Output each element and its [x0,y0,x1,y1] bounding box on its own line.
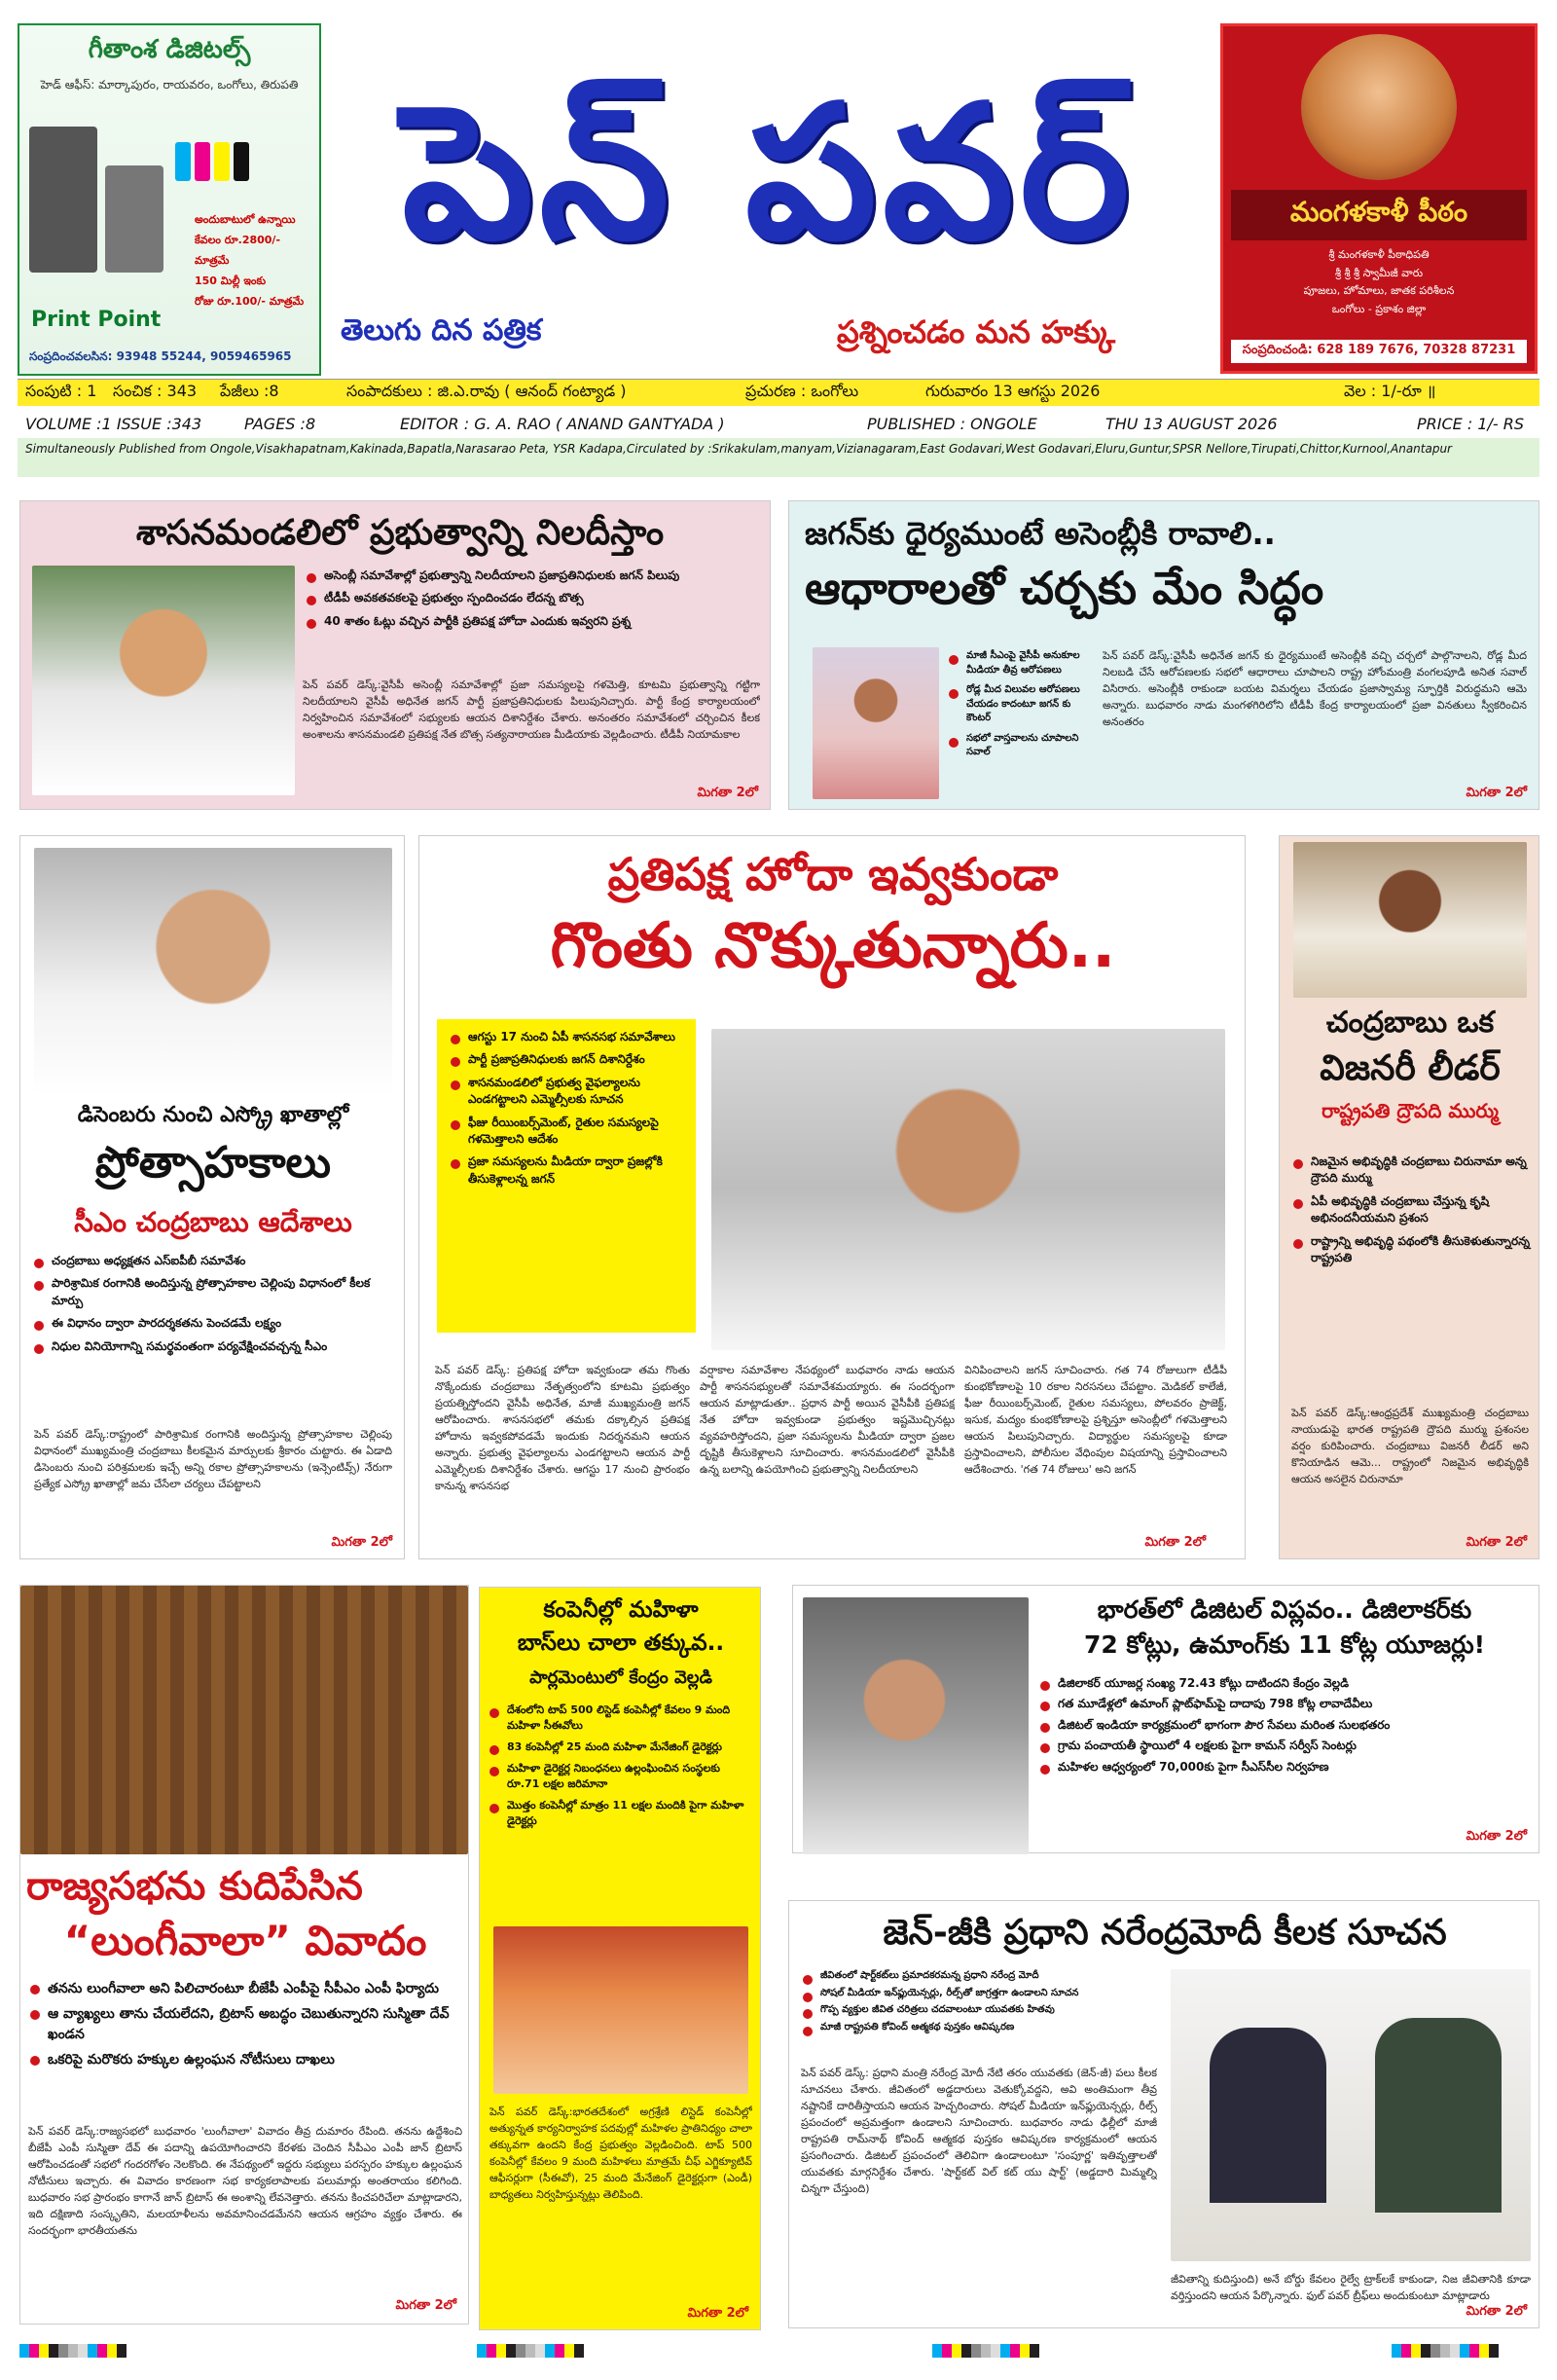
story-body: పెన్ పవర్ డెస్క్:వైసీపీ అసెంబ్లీ సమావేశాల్లో ప్రజా సమస్యలపై గళమెత్తి, కూటమి ప్రభుత్వాన్ని గట్టిగా నిలదీయాలని వైసీపీ అధినేత జగన్ పార్టీ ప్రజాప్రతినిధులకు పిలుపునిచ్చారు. పార్టీ కేంద్ర కార్యాలయంలో నిర్వహించిన సమావేశంలో సభ్యులకు ఆయన దిశానిర్దేశం చేశారు. అనంతరం సమావేశంలో చర్చించిన కీలక అంశాలను శాసనమండలి ప్రతిపక్ష నేత బొత్స సత్యనారాయణ మీడియాకు వెల్లడించారు. టీడీపీ నియామకాల [303,678,760,742]
registration-swatch [58,2344,68,2358]
continued-link[interactable]: మిగతా 2లో [687,2306,748,2321]
story-lungiwala-row [19,1585,469,2325]
bullet-item: గత మూడేళ్లలో ఉమాంగ్ ప్లాట్‌ఫామ్‌పై దాదాపు 798 కోట్ల లావాదేవీలు [1036,1696,1535,1712]
registration-swatch [49,2344,58,2358]
bullet-item: ఆ వ్యాఖ్యలు తాను చేయలేదని, బ్రిటాస్ అబద్ధం చెబుతున్నారని సుస్మితా దేవ్ ఖండన [26,2004,464,2044]
story-legislative-council [19,500,771,810]
bullet-list [799,1969,1159,2037]
ink-bottles-image [175,142,249,181]
bullet-item: అసెంబ్లీ సమావేశాల్లో ప్రభుత్వాన్ని నిలదీయాలని ప్రజాప్రతినిధులకు జగన్ పిలుపు [303,568,760,584]
ad-right-line: పూజలు, హోమాలు, జాతక పరిశీలన [1303,284,1455,298]
registration-swatch [564,2344,574,2358]
registration-swatch [506,2344,516,2358]
bullet-item: తనను లుంగీవాలా అని పిలిచారంటూ బీజేపీ ఎంపీపై సీపీఎం ఎంపీ ఫిర్యాదు [26,1979,464,1998]
ad-right-title: మంగళకాళీ పీఠం [1231,190,1527,240]
story-body-col2: వర్షాకాల సమావేశాల నేపథ్యంలో బుధవారం నాడు ఆయన పార్టీ శాసనసభ్యులతో సమావేశమయ్యారు. ఈ సందర్భంగా ఆయన మాట్లాడుతూ.. ప్రధాన పార్టీ అయిన వైసీపీకి ప్రతిపక్ష నేత హోదా ఇవ్వకుండా ప్రభుత్వం ఇష్టమొచ్చినట్లు వ్యవహరిస్తోందని, ప్రజా సమస్యలను మీడియా ద్వారా ప్రజల దృష్టికి తీసుకెళ్లాలని సూచించారు. శాసనమండలిలో వైసీపీకి ఉన్న బలాన్ని ఉపయోగించి ప్రభుత్వాన్ని నిలదీయాలని [700,1364,955,1477]
headline-top: ప్రతిపక్ష హోదా ఇవ్వకుండా [607,848,1059,900]
story-body: పెన్ పవర్ డెస్క్:రాష్ట్రంలో పారిశ్రామిక రంగానికి అందిస్తున్న ప్రోత్సాహకాల చెల్లింపు విధానంలో ముఖ్యమంత్రి చంద్రబాబు కీలకమైన మార్పులకు శ్రీకారం చుట్టారు. ఈ ఏడాది డిసెంబరు నుంచి పరిశ్రమలకు ఇచ్చే అన్ని రకాల ప్రోత్సాహకాలను (ఇన్సెంటివ్స్) నేరుగా ప్రత్యేక ఎస్క్రో ఖాతాల్లో జమ చేసేలా చర్యలు చేపట్టాలని [34,1428,392,1491]
story-body: పెన్ పవర్ డెస్క్:రాజ్యసభలో బుధవారం 'లుంగీవాలా' వివాదం తీవ్ర దుమారం రేపింది. తనను ఉద్దేశించి బీజేపీ ఎంపీ సుస్మితా దేవ్ ఈ పదాన్ని ఉపయోగించారని కేరళకు చెందిన సీపీఎం ఎంపీ జాన్ బ్రిటాస్ ఆరోపించడంతో సభలో గందరగోళం నెలకొంది. ఈ నేపథ్యంలో ఇద్దరు సభ్యులు పరస్పరం హక్కుల ఉల్లంఘన నోటీసులు ఇచ్చారు. ఈ వివాదం కారణంగా సభ కార్యకలాపాలకు పలుమార్లు అంతరాయం కలిగింది. బుధవారం సభ ప్రారంభం కాగానే జాన్ బ్రిటాస్ ఈ అంశాన్ని లేవనెత్తారు. తనను కించపరిచేలా మాట్లాడారని, ఇది దక్షిణాది సంస్కృతిని, మలయాళీలను అవమానించడమేనని ఆయన ఆగ్రహం వ్యక్తం చేశారు. ఈ సందర్భంగా భారతీయతను [28,2125,462,2238]
registration-swatch [1460,2344,1469,2358]
price-en: PRICE : 1/- RS [1417,414,1525,433]
registration-swatch [107,2344,117,2358]
editor: సంపాదకులు : జి.ఎ.రావు ( ఆనంద్ గంట్యాడ ) [346,382,627,400]
ad-left-sub: హెడ్ ఆఫీస్: మార్కాపురం, రాయవరం, ఒంగోలు, తిరుపతి [40,78,299,92]
editor-en: EDITOR : G. A. RAO ( ANAND GANTYADA ) [400,414,725,433]
officials-photo [493,1926,748,2094]
story-body-col1: పెన్ పవర్ డెస్క్: ప్రతిపక్ష హోదా ఇవ్వకుండా తమ గొంతు నొక్కేందుకు చంద్రబాబు నేతృత్వంలోని కూటమి ప్రభుత్వం ప్రయత్నిస్తోందని వైసీపీ అధినేత, మాజీ ముఖ్యమంత్రి జగన్ ఆరోపించారు. శాసనసభలో తమకు దక్కాల్సిన ప్రతిపక్ష హోదాను ఇవ్వకపోవడమే ఇందుకు నిదర్శనమని ఆయన అన్నారు. ప్రభుత్వ వైఫల్యాలను ఎండగట్టాలని ఆయన పార్టీ ఎమ్మెల్సీలకు దిశానిర్దేశం చేశారు. ఆగస్టు 17 నుంచి ప్రారంభం కానున్న శాసనసభ [435,1364,690,1493]
registration-swatch [535,2344,545,2358]
tagline-right: ప్రశ్నించడం మన హక్కు [837,313,1116,350]
info-bar-english [18,409,1539,438]
registration-swatch [88,2344,97,2358]
ad-left-phone: సంప్రదించవలసిన: 93948 55244, 9059465965 [29,349,292,363]
registration-swatch [68,2344,78,2358]
registration-swatch [477,2344,487,2358]
modi-figure [1375,2018,1502,2213]
ad-right-line: శ్రీ శ్రీ శ్రీ స్వామీజీ వారు [1334,266,1424,279]
story-digilocker [792,1585,1539,1853]
bullet-item: గొప్ప వ్యక్తుల జీవిత చరిత్రలు చదవాలంటూ యువతకు హితవు [799,2003,1159,2018]
ad-left-offer: రోజు రూ.100/- మాత్రమే [195,294,305,308]
bullet-item: ఒకరిపై మరొకరు హక్కుల ఉల్లంఘన నోటీసులు దాఖలు [26,2050,464,2069]
continued-link[interactable]: మిగతా 2లో [1144,1535,1206,1550]
ad-left-offers [195,210,309,311]
subheadline: సీఎం చంద్రబాబు ఆదేశాలు [74,1206,352,1238]
cmyk-strip [932,2344,1039,2358]
registration-swatch [991,2344,1000,2358]
ad-right-call: సంప్రదించండి: 628 189 7676, 70328 87231 [1231,340,1527,363]
headline: జెన్-జీకి ప్రధాని నరేంద్రమోదీ కీలక సూచన [883,1913,1447,1953]
registration-swatch [942,2344,952,2358]
headline: శాసనమండలిలో ప్రభుత్వాన్ని నిలదీస్తాం [135,513,665,553]
continued-link[interactable]: మిగతా 2లో [1466,2304,1527,2319]
bullet-list [26,1979,464,2075]
registration-swatch [545,2344,555,2358]
bullet-list [486,1703,756,1835]
sanputi: సంపుటి : 1 [25,382,97,400]
bullet-item: చంద్రబాబు అధ్యక్షతన ఎస్ఐపీబీ సమావేశం [30,1253,396,1269]
botsa-photo [32,566,295,795]
registration-swatch [1000,2344,1010,2358]
registration-swatch [1421,2344,1430,2358]
registration-swatch [1469,2344,1479,2358]
story-women-ceos [479,1587,761,2330]
registration-swatch [29,2344,39,2358]
registration-swatch [117,2344,127,2358]
registration-swatch [78,2344,88,2358]
registration-swatch [1010,2344,1020,2358]
bullet-item: గ్రామ పంచాయతీ స్థాయిలో 4 లక్షలకు పైగా కామన్ సర్వీస్ సెంటర్లు [1036,1738,1535,1754]
registration-swatch [1450,2344,1460,2358]
story-body-col3: వినిపించాలని జగన్ సూచించారు. గత 74 రోజులుగా టీడీపీ కుంభకోణాలపై 10 రకాల నిరసనలు చేపట్టాం. మెడికల్ కాలేజీ, ఫీజు రీయింబర్స్‌మెంట్, రైతుల సమస్యలు, పోలవరం ప్రాజెక్ట్, ఇసుక, మద్యం కుంభకోణాలపై ప్రశ్నిస్తూ అసెంబ్లీలో గళమెత్తాలని ఆయన పిలుపునిచ్చారు. విద్యార్థుల సమస్యలపై కూడా ప్రస్తావించాలని, పోలీసుల వేధింపుల విషయాన్ని ప్రస్తావించాలని ఆదేశించారు. 'గత 74 రోజులు' అని జగన్ [964,1364,1227,1477]
bullet-item: మాజీ రాష్ట్రపతి కోవింద్ ఆత్మకథ పుస్తకం ఆవిష్కరణ [799,2021,1159,2035]
murmu-photo [1293,842,1527,998]
headline-top: భారత్‌లో డిజిటల్ విప్లవం.. డిజిలాకర్‌కు [1097,1595,1472,1624]
simulcast-bar: Simultaneously Published from Ongole,Visakhapatnam,Kakinada,Bapatla,Narasarao Peta, YSR Kadapa,Circulated by :Srikakulam,manyam,Vizianagaram,East Godavari,West Godavari,Eluru,Guntur,SPSR Nellore,Tirupati,Chittor,Kurnool,Anantapur [18,438,1539,477]
headline-main: గొంతు నొక్కుతున్నారు.. [550,910,1116,982]
print-point-logo: Print Point [31,308,162,332]
advertisement-right [1220,23,1538,374]
headline-top: చంద్రబాబు ఒక [1325,1006,1495,1040]
bullet-item: ఈ విధానం ద్వారా పారదర్శకతను పెంచడమే లక్ష్యం [30,1315,396,1332]
registration-swatch [97,2344,107,2358]
bullet-item: ప్రజా సమస్యలను మీడియా ద్వారా ప్రజల్లోకి తీసుకెళ్లాలన్న జగన్ [447,1153,686,1188]
registration-swatch [1411,2344,1421,2358]
kicker: డిసెంబరు నుంచి ఎస్క్రో ఖాతాల్లో [77,1103,349,1127]
continued-link[interactable]: మిగతా 2లో [395,2298,456,2313]
story-jagan-opposition [418,835,1246,1559]
bullet-item: డిజిలాకర్ యూజర్ల సంఖ్య 72.43 కోట్లు దాటిందని కేంద్రం వెల్లడి [1036,1675,1535,1692]
story-body: పెన్ పవర్ డెస్క్:భారతదేశంలో అగ్రశ్రేణి లిస్టెడ్ కంపెనీల్లో అత్యున్నత కార్యనిర్వాహక పదవుల్లో మహిళల ప్రాతినిధ్యం చాలా తక్కువగా ఉందని కేంద్ర ప్రభుత్వం వెల్లడించింది. టాప్ 500 కంపెనీల్లో కేవలం 9 మంది మహిళలు మాత్రమే చీఫ్ ఎగ్జిక్యూటివ్ ఆఫీసర్లుగా (సీఈవో), 25 మంది మేనేజింగ్ డైరెక్టర్లుగా (ఎండీ) బాధ్యతలు నిర్వహిస్తున్నట్లు తెలిపింది. [489,2105,752,2202]
registration-swatch [1401,2344,1411,2358]
masthead-title [321,27,1216,319]
bullet-item: పారిశ్రామిక రంగానికి అందిస్తున్న ప్రోత్సాహకాల చెల్లింపు విధానంలో కీలక మార్పు [30,1275,396,1309]
vaishnaw-photo [803,1597,1029,1854]
continued-link[interactable]: మిగతా 2లో [1466,786,1527,800]
bullet-item: డిజిటల్ ఇండియా కార్యక్రమంలో భాగంగా పౌర సేవలు మరింత సులభతరం [1036,1717,1535,1734]
bullet-item: దేశంలోని టాప్ 500 లిస్టెడ్ కంపెనీల్లో కేవలం 9 మంది మహిళా సీఈవోలు [486,1703,756,1734]
chandrababu-photo [34,848,392,1095]
ad-right-lines [1231,246,1527,319]
bullet-item: రోడ్ల మీద విలువల ఆరోపణలు చేయడం కాదంటూ జగన్ కు కౌంటర్ [945,683,1091,726]
registration-swatch [1479,2344,1489,2358]
bullet-item: మహిళల ఆధ్వర్యంలో 70,000కు పైగా సీఎస్‌సీల నిర్వహణ [1036,1759,1535,1776]
registration-swatch [1440,2344,1450,2358]
ad-right-line: ఒంగోలు - ప్రకాశం జిల్లా [1331,303,1427,316]
bullet-item: జీవితంలో షార్ట్‌కట్‌లు ప్రమాదకరమన్న ప్రధాని నరేంద్ర మోదీ [799,1969,1159,1984]
bullet-item: రాష్ట్రాన్ని అభివృద్ధి పథంలోకి తీసుకెళుతున్నారన్న రాష్ట్రపతి [1289,1233,1531,1267]
issue-date: గురువారం 13 ఆగస్టు 2026 [925,382,1101,400]
registration-swatch [19,2344,29,2358]
bullet-item: మొత్తం కంపెనీల్లో మాత్రం 11 లక్షల మందికి పైగా మహిళా డైరెక్టర్లు [486,1798,756,1829]
registration-swatch [496,2344,506,2358]
story-body: పెన్ పవర్ డెస్క్:వైసీపీ అధినేత జగన్ కు ధైర్యముంటే అసెంబ్లీకి వచ్చి చర్చలో పాల్గొనాలని, రోడ్ల మీద నిలబడి చేసే ఆరోపణలకు సభలో ఆధారాలు చూపాలని రాష్ట్ర హోంమంత్రి వంగలపూడి అనిత సవాల్ విసిరారు. అసెంబ్లీకి రాకుండా బయట విమర్శలు చేయడం ప్రజాస్వామ్య స్ఫూర్తికి విరుద్ధమని ఆమె అన్నారు. బుధవారం నాడు మంగళగిరిలోని టీడీపీ కేంద్ర కార్యాలయంలో ప్రజా వినతులు స్వీకరించిన అనంతరం [1103,649,1527,729]
headline: ప్రోత్సాహకాలు [95,1138,331,1188]
story-body-col1: పెన్ పవర్ డెస్క్: ప్రధాని మంత్రి నరేంద్ర మోదీ నేటి తరం యువతకు (జెన్-జీ) పలు కీలక సూచనలు చేశారు. జీవితంలో అడ్డదారులు వెతుక్కోవద్దని, అవి అంతిమంగా తీవ్ర నష్టానికే దారితీస్తాయని ఆయన హెచ్చరించారు. సోషల్ మీడియా ఇన్‌ఫ్లుయెన్సర్లు, రీల్స్ ప్రపంచంలో అప్రమత్తంగా ఉండాలని సూచించారు. బుధవారం నాడు ఢిల్లీలో మాజీ రాష్ట్రపతి రామ్‌నాథ్ కోవింద్ ఆత్మకథ పుస్తకం ఆవిష్కరణ కార్యక్రమంలో ఆయన ప్రసంగించారు. డిజిటల్ ప్రపంచంలో తెలివిగా ఉండాలంటూ 'సంపూర్ణ' ఇతివృత్తాలతో యువతకు మార్గనిర్దేశం చేశారు. 'షార్ట్‌కట్ విల్ కట్ యు షార్ట్' (అడ్డదారి మిమ్మల్ని చిన్నగా చేస్తుంది) [801,2067,1157,2196]
pages-count: పేజీలు :8 [220,382,279,400]
headline-main: ఆధారాలతో చర్చకు మేం సిద్ధం [805,562,1324,614]
newspaper-logo: పెన్ పవర్ [402,65,1136,280]
price: వెల : 1/-రూ ॥ [1344,382,1436,400]
continued-link[interactable]: మిగతా 2లో [1466,1535,1527,1550]
bullet-item: నిజమైన అభివృద్ధికి చంద్రబాబు చిరునామా అన్న ద్రౌపది ముర్ము [1289,1153,1531,1188]
headline-1: కంపెనీల్లో మహిళా [543,1597,699,1623]
bullet-list [1289,1153,1531,1272]
anitha-photo [813,647,939,799]
headline-main: 72 కోట్లు, ఉమాంగ్‌కు 11 కోట్ల యూజర్లు! [1084,1630,1485,1659]
story-anitha-challenge [788,500,1539,810]
bullet-list [447,1029,686,1188]
registration-swatch [932,2344,942,2358]
guru-photo [1301,34,1457,180]
registration-swatch [961,2344,971,2358]
bullet-item: ఫీజు రీయింబర్స్‌మెంట్, రైతుల సమస్యలపై గళమెత్తాలని ఆదేశం [447,1115,686,1149]
volume-issue: VOLUME :1 ISSUE :343 [25,414,202,433]
rajya-sabha-photo [20,1586,468,1854]
ad-left-offer: అందుబాటులో ఉన్నాయి [195,213,296,226]
bullet-item: ఆగస్టు 17 నుంచి ఏపీ శాసనసభ సమావేశాలు [447,1029,686,1045]
headline-main: విజనరీ లీడర్ [1320,1048,1501,1088]
bullet-item: నిధుల వినియోగాన్ని సమర్థవంతంగా పర్యవేక్షించవచ్చన్న సీఎం [30,1338,396,1355]
ad-left-offer: 150 మిల్లీ ఇంకు [195,274,267,287]
cmyk-strip [1392,2344,1499,2358]
registration-swatch [981,2344,991,2358]
registration-swatch [1020,2344,1030,2358]
highlights-box [437,1019,696,1333]
modi-kovind-photo [1171,1969,1531,2261]
registration-swatch [1430,2344,1440,2358]
headline-2: బాస్‌లు చాలా తక్కువ.. [517,1630,725,1656]
headline-top: రాజ్యసభను కుదిపేసిన [26,1864,363,1909]
jagan-photo [711,1029,1225,1350]
continued-link[interactable]: మిగతా 2లో [697,786,758,800]
published-from: ప్రచురణ : ఒంగోలు [745,382,859,400]
story-genz-modi [788,1900,1539,2328]
story-body-col2: జీవితాన్ని కుదిస్తుంది) అనే బోర్డు కేవలం రైల్వే ట్రాక్‌లకే కాకుండా, నిజ జీవితానికి కూడా వర్తిస్తుందని ఆయన పేర్కొన్నారు. ఫుల్ పవర్ బ్రీఫ్‌లు అందుకుంటూ మాట్లాడారు [1171,2273,1531,2303]
registration-swatch [1489,2344,1499,2358]
registration-swatch [1030,2344,1039,2358]
continued-link[interactable]: మిగతా 2లో [1466,1829,1527,1844]
headline-main: “లుంగీవాలా” వివాదం [63,1917,427,1964]
registration-swatch [1392,2344,1401,2358]
published-en: PUBLISHED : ONGOLE [867,414,1037,433]
cmyk-strip [19,2344,127,2358]
ad-left-offer: కేవలం రూ.2800/- మాత్రమే [195,233,281,267]
info-bar-telugu [18,379,1539,406]
bullet-list [30,1253,396,1361]
tagline-left: తెలుగు దిన పత్రిక [341,313,542,348]
headline-top: జగన్‌కు ధైర్యముంటే అసెంబ్లీకి రావాలి.. [805,515,1276,552]
sanchika: సంచిక : 343 [113,382,198,400]
bullet-item: పార్టీ ప్రజాప్రతినిధులకు జగన్ దిశానిర్దేశం [447,1051,686,1068]
bullet-list [945,649,1091,766]
advertisement-left [18,23,321,376]
pages-en: PAGES :8 [244,414,316,433]
registration-swatch [952,2344,961,2358]
registration-swatch [39,2344,49,2358]
story-body: పెన్ పవర్ డెస్క్:ఆంధ్రప్రదేశ్ ముఖ్యమంత్రి చంద్రబాబు నాయుడుపై భారత రాష్ట్రపతి ద్రౌపది ముర్ము ప్రశంసల వర్షం కురిపించారు. చంద్రబాబు విజనరీ లీడర్ అని కొనియాడిన ఆమె... రాష్ట్రంలో నిజమైన అభివృద్ధికి ఆయన అసలైన చిరునామా [1291,1407,1529,1486]
subheadline: రాష్ట్రపతి ద్రౌపది ముర్ము [1322,1099,1499,1122]
registration-swatch [574,2344,584,2358]
registration-swatch [971,2344,981,2358]
kovind-figure [1210,2028,1326,2203]
continued-link[interactable]: మిగతా 2లో [331,1535,392,1550]
bullet-item: 83 కంపెనీల్లో 25 మంది మహిళా మేనేజింగ్ డైరెక్టర్లు [486,1739,756,1755]
bullet-item: మాజీ సీఎంపై వైసీపీ అనుకూల మీడియా తీవ్ర ఆరోపణలు [945,649,1091,677]
ad-right-line: శ్రీ మంగళకాళీ పీఠాధిపతి [1328,248,1430,261]
registration-swatch [555,2344,564,2358]
bullet-item: టీడీపీ అవకతవకలపై ప్రభుత్వం స్పందించడం లేదన్న బొత్స [303,590,760,606]
story-president-praise [1279,835,1539,1559]
registration-swatch [487,2344,496,2358]
bullet-item: ఏపీ అభివృద్ధికి చంద్రబాబు చేస్తున్న కృషి అభినందనీయమని ప్రశంస [1289,1193,1531,1227]
registration-swatch [516,2344,525,2358]
registration-swatch [525,2344,535,2358]
date-en: THU 13 AUGUST 2026 [1105,414,1278,433]
ad-left-brand: గీతాంశ డిజిటల్స్ [88,35,251,64]
headline-3: పార్లమెంటులో కేంద్రం వెల్లడి [529,1667,712,1688]
bullet-item: శాసనమండలిలో ప్రభుత్వ వైఫల్యాలను ఎండగట్టాలని ఎమ్మెల్సీలకు సూచన [447,1075,686,1109]
bullet-list [303,568,760,636]
bullet-list [1036,1675,1535,1779]
cmyk-strip [477,2344,584,2358]
bullet-item: మహిళా డైరెక్టర్ల నిబంధనలు ఉల్లంఘించిన సంస్థలకు రూ.71 లక్షల జరిమానా [486,1761,756,1792]
bullet-item: సోషల్ మీడియా ఇన్‌ఫ్లుయెన్సర్లు, రీల్స్‌తో జాగ్రత్తగా ఉండాలని సూచన [799,1987,1159,2001]
story-escrow-incentives [19,835,405,1559]
bullet-item: 40 శాతం ఓట్లు వచ్చిన పార్టీకి ప్రతిపక్ష హోదా ఎందుకు ఇవ్వరని ప్రశ్న [303,613,760,630]
bullet-item: సభలో వాస్తవాలను చూపాలని సవాల్ [945,732,1091,760]
